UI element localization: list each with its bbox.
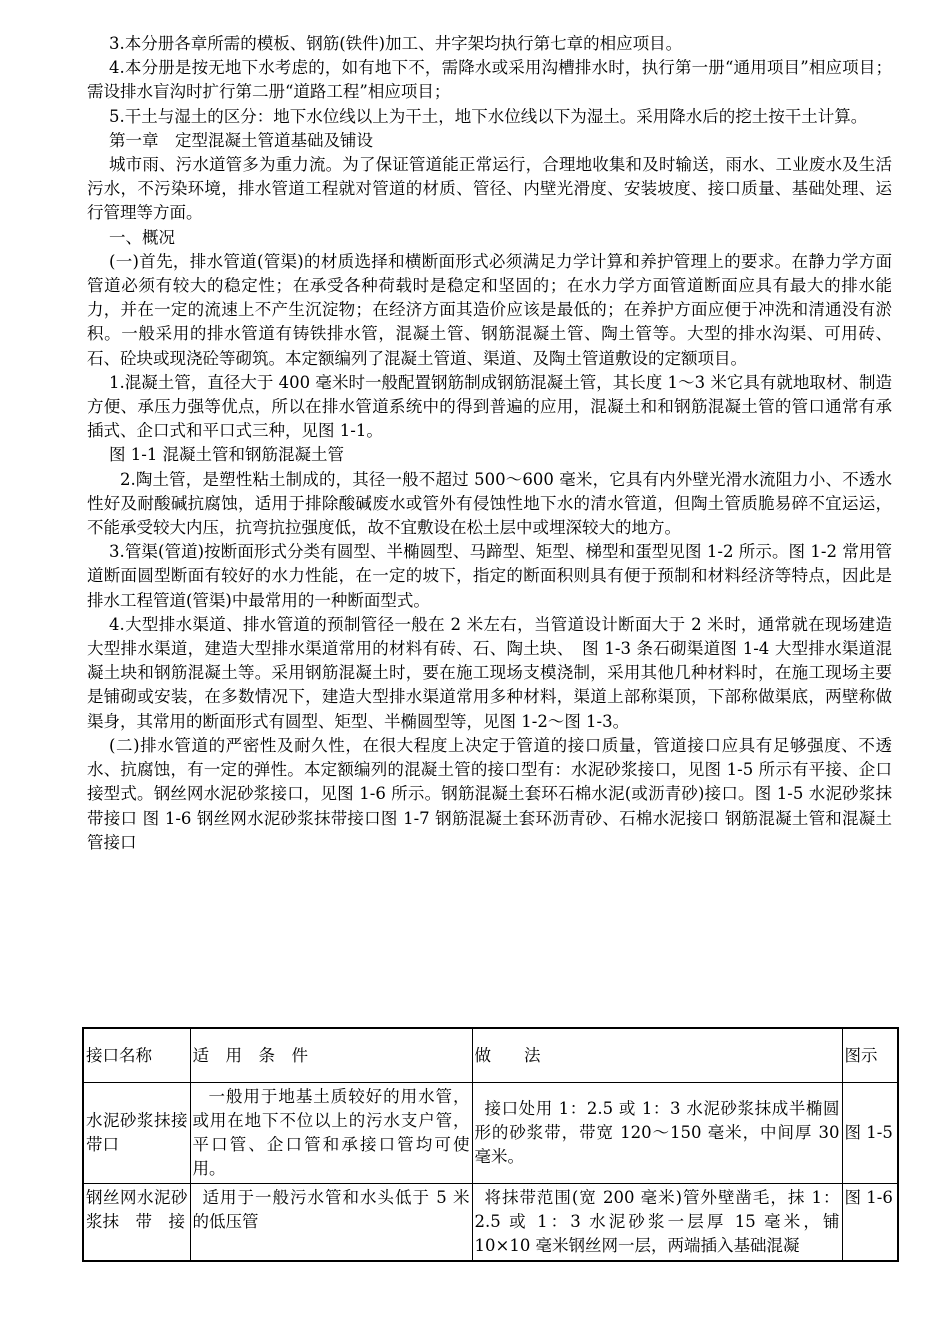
- cell-conditions: 一般用于地基土质较好的用水管，或用在地下不位以上的污水支户管，平口管、企口管和承接口管均可使用。: [190, 1083, 472, 1184]
- cell-joint-name: [83, 1184, 190, 1262]
- table-row: [83, 1184, 898, 1262]
- paragraph-section-shapes: 3.管渠(管道)按断面形式分类有圆型、半椭圆型、马蹄型、矩型、梯型和蛋型见图 1-2 所示。图 1-2 常用管道断面圆型断面有较好的水力性能，在一定的坡下，指定的断面积则具有便于预制和材料经济等特点，因此是排水工程管道(管渠)中最常用的一种断面型式。: [87, 542, 892, 610]
- header-joint-name: 接口名称: [83, 1028, 190, 1083]
- paragraph-dry-wet-soil: 5.干土与湿土的区分：地下水位线以上为干土，地下水位线以下为湿土。采用降水后的挖土按干土计算。: [109, 106, 868, 126]
- cell-method-text: 将抹带范围(宽 200 毫米)管外壁凿毛，抹 1：2.5 或 1：3 水泥砂浆一层厚 15 毫米，铺 10×10 毫米钢丝网一层，两端插入基础混凝: [474, 1188, 840, 1255]
- header-figure: 图示: [842, 1028, 898, 1083]
- table-row: [83, 1083, 898, 1184]
- cell-conditions-text: 适用于一般污水管和水头低于 5 米的低压管: [192, 1188, 470, 1231]
- paragraph-clay-pipe: 2.陶土管，是塑性粘土制成的，其径一般不超过 500～600 毫米，它具有内外壁光滑水流阻力小、不透水性好及耐酸碱抗腐蚀，适用于排除酸碱废水或管外有侵蚀性地下水的清水管道，但陶土管质脆易碎不宜运运，不能承受较大内压，抗弯抗拉强度低，故不宜敷设在松土层中或埋深较大的地方。: [87, 469, 892, 538]
- figure-caption-1-1: 图 1-1 混凝土管和钢筋混凝土管: [109, 445, 345, 465]
- cell-joint-name: 水泥砂浆抹接带口: [83, 1083, 190, 1184]
- paragraph-material-selection: (一)首先，排水管道(管渠)的材质选择和横断面形式必须满足力学计算和养护管理上的要求。在静力学方面管道必须有较大的稳定性；在承受各种荷载时是稳定和坚固的；在水力学方面管道断面应具有最大的排水能力，并在一定的流速上不产生沉淀物；在经济方面其造价应该是最低的；在养护方面应便于冲洗和清通没有淤积。一般采用的排水管道有铸铁排水管，混凝土管、钢筋混凝土管、陶土管等。大型的排水沟渠、可用砖、石、砼块或现浇砼等砌筑。本定额编列了混凝土管道、渠道、及陶土管道敷设的定额项目。: [87, 251, 892, 368]
- paragraph-concrete-pipe: 1.混凝土管，直径大于 400 毫米时一般配置钢筋制成钢筋混凝土管，其长度 1～3 米它具有就地取材、制造方便、承压力强等优点，所以在排水管道系统中的得到普遍的应用，混凝土和和钢筋混凝土管的管口通常有承插式、企口式和平口式三种，见图 1-1。: [87, 372, 892, 441]
- header-conditions: 适 用 条 件: [190, 1028, 472, 1083]
- paragraph-groundwater: 4.本分册是按无地下水考虑的，如有地下不，需降水或采用沟槽排水时，执行第一册“通用项目”相应项目；需设排水盲沟时扩行第二册“道路工程”相应项目；: [87, 58, 892, 102]
- cell-conditions: [190, 1184, 472, 1262]
- document-body: [87, 32, 892, 855]
- paragraph-intro: 城市雨、污水道管多为重力流。为了保证管道能正常运行，合理地收集和及时输送，雨水、工业废水及生活污水，不污染环境，排水管道工程就对管道的材质、管径、内壁光滑度、安装坡度、接口质量、基础处理、运行管理等方面。: [87, 155, 892, 223]
- cell-method: [472, 1184, 842, 1262]
- cell-figure: 图 1-5: [842, 1083, 898, 1184]
- cell-method: 接口处用 1：2.5 或 1：3 水泥砂浆抹成半椭圆形的砂浆带，带宽 120～150 毫米，中间厚 30 毫米。: [472, 1083, 842, 1184]
- cell-figure: [842, 1184, 898, 1262]
- cell-joint-name-text: 钢丝网水泥砂浆抹 带 接: [86, 1188, 188, 1231]
- paragraph-templates: 3.本分册各章所需的模板、钢筋(铁件)加工、井字架均执行第七章的相应项目。: [109, 34, 683, 53]
- paragraph-large-channels: 4.大型排水渠道、排水管道的预制管径一般在 2 米左右，当管道设计断面大于 2 米时，通常就在现场建造大型排水渠道，建造大型排水渠道常用的材料有砖、石、陶土块、 图 1-3 条石砌渠道图 1-4 大型排水渠道混凝土块和钢筋混凝土等。采用钢筋混凝土时，要在施工现场支模浇制，采用其他几种材料时，在施工现场主要是铺砌或安装，在多数情况下，建造大型排水渠道常用多种材料，渠道上部称渠顶，下部称做渠底，两壁称做渠身，其常用的断面形式有圆型、矩型、半椭圆型等，见图 1-2～图 1-3。: [87, 614, 892, 731]
- section-heading-overview: 一、概况: [109, 227, 175, 247]
- header-method: 做 法: [472, 1028, 842, 1083]
- table-header-row: [83, 1028, 898, 1083]
- joint-types-table: [82, 1027, 899, 1262]
- cell-figure-text: 图 1-6: [844, 1188, 893, 1207]
- chapter-heading: 第一章 定型混凝土管道基础及铺设: [109, 130, 373, 150]
- paragraph-joint-quality: (二)排水管道的严密性及耐久性，在很大程度上决定于管道的接口质量，管道接口应具有足够强度、不透水、抗腐蚀，有一定的弹性。本定额编列的混凝土管的接口型有：水泥砂浆接口，见图 1-5 所示有平接、企口接型式。钢丝网水泥砂浆接口，见图 1-6 所示。钢筋混凝土套环石棉水泥(或沥青砂)接口。图 1-5 水泥砂浆抹带接口 图 1-6 钢丝网水泥砂浆抹带接口图 1-7 钢筋混凝土套环沥青砂、石棉水泥接口 钢筋混凝土管和混凝土管接口: [87, 735, 892, 852]
